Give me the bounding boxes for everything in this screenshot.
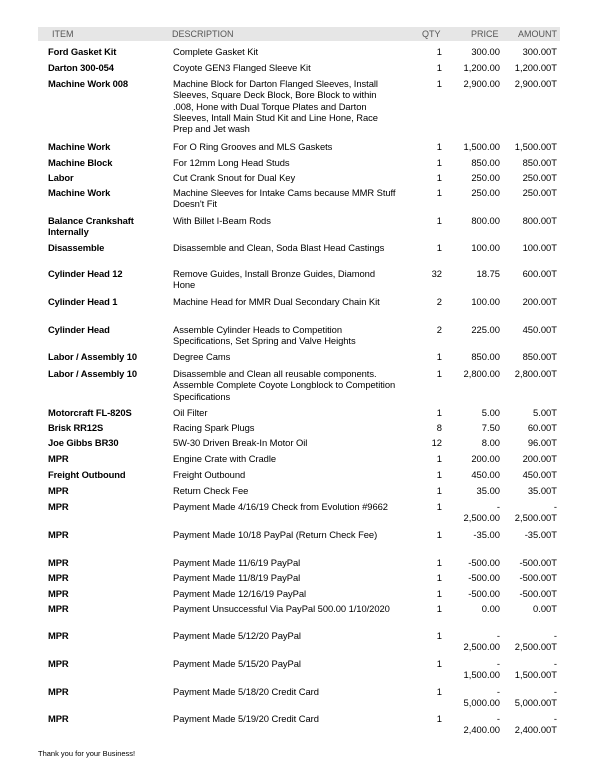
item-cell: Freight Outbound <box>48 469 126 480</box>
amount-cell: 100.00T <box>522 242 557 253</box>
item-cell: MPR <box>48 686 69 697</box>
description-cell: Payment Unsuccessful Via PayPal 500.00 1/10/2020 <box>173 603 390 614</box>
amount-cell: 0.00T <box>533 603 557 614</box>
item-cell: Labor / Assembly 10 <box>48 351 137 362</box>
price-cell: 300.00 <box>471 46 500 57</box>
qty-cell: 1 <box>436 46 442 57</box>
amount-cell: 450.00T <box>522 324 557 335</box>
description-cell: Return Check Fee <box>173 485 249 496</box>
description-cell: Machine Block for Darton Flanged Sleeves, Install Sleeves, Square Deck Block, Bore Block to within .008, Hone with Dual Torque Plates and Darton Sleeves, Intall Main Stud Kit and Line Hone, Race Prep and Jet wash <box>173 78 378 135</box>
amount-cell: 5.00T <box>533 407 557 418</box>
item-cell: MPR <box>48 713 69 724</box>
header-qty: QTY <box>422 29 441 39</box>
qty-cell: 1 <box>436 141 442 152</box>
qty-cell: 1 <box>436 485 442 496</box>
description-cell: Payment Made 10/18 PayPal (Return Check Fee) <box>173 529 378 540</box>
price-cell: 850.00 <box>471 351 500 362</box>
price-cell <box>448 658 500 681</box>
item-cell: MPR <box>48 630 69 641</box>
price-value: 2,500.00 <box>463 512 500 524</box>
amount-cell: 2,900.00T <box>514 78 557 89</box>
price-value: 2,400.00 <box>463 724 500 736</box>
description-cell: Remove Guides, Install Bronze Guides, Diamond Hone <box>173 268 376 291</box>
amount-dash: - <box>553 630 557 641</box>
price-cell: 100.00 <box>471 242 500 253</box>
header-item: ITEM <box>52 29 74 39</box>
qty-cell: 1 <box>436 713 442 724</box>
amount-cell <box>502 713 557 736</box>
header-amount: AMOUNT <box>518 29 557 39</box>
footer-note: Thank you for your Business! <box>38 749 136 758</box>
qty-cell: 1 <box>436 172 442 183</box>
price-cell: 8.00 <box>481 437 500 448</box>
amount-cell: 1,500.00T <box>514 141 557 152</box>
item-cell: Disassemble <box>48 242 105 253</box>
amount-cell: -500.00T <box>519 572 557 583</box>
price-cell: 5.00 <box>481 407 500 418</box>
item-cell: MPR <box>48 588 69 599</box>
qty-cell: 32 <box>431 268 442 279</box>
price-cell: 18.75 <box>476 268 500 279</box>
qty-cell: 1 <box>436 658 442 669</box>
price-cell: 450.00 <box>471 469 500 480</box>
amount-dash: - <box>553 501 557 512</box>
description-cell: Coyote GEN3 Flanged Sleeve Kit <box>173 62 311 73</box>
price-cell: 250.00 <box>471 187 500 198</box>
price-cell: -35.00 <box>473 529 500 540</box>
amount-cell: -500.00T <box>519 557 557 568</box>
item-cell: MPR <box>48 658 69 669</box>
description-cell: 5W-30 Driven Break-In Motor Oil <box>173 437 308 448</box>
description-cell: Payment Made 11/8/19 PayPal <box>173 572 301 583</box>
price-cell: 2,900.00 <box>463 78 500 89</box>
price-cell <box>448 501 500 524</box>
description-cell: Degree Cams <box>173 351 231 362</box>
qty-cell: 1 <box>436 557 442 568</box>
price-cell <box>448 630 500 653</box>
item-cell: Motorcraft FL-820S <box>48 407 132 418</box>
amount-cell <box>502 501 557 524</box>
price-cell: 100.00 <box>471 296 500 307</box>
price-dash: - <box>496 686 500 697</box>
price-value: 2,500.00 <box>463 641 500 653</box>
description-cell: Complete Gasket Kit <box>173 46 259 57</box>
qty-cell: 1 <box>436 351 442 362</box>
qty-cell: 1 <box>436 242 442 253</box>
price-cell: -500.00 <box>468 588 500 599</box>
qty-cell: 1 <box>436 62 442 73</box>
qty-cell: 1 <box>436 630 442 641</box>
amount-dash: - <box>553 686 557 697</box>
amount-value: 2,500.00T <box>514 512 557 524</box>
price-cell: -500.00 <box>468 572 500 583</box>
header-description: DESCRIPTION <box>172 29 234 39</box>
amount-cell <box>502 686 557 709</box>
price-value: 5,000.00 <box>463 697 500 709</box>
table-header <box>38 27 560 41</box>
item-cell: Labor <box>48 172 74 183</box>
description-cell: Payment Made 5/15/20 PayPal <box>173 658 301 669</box>
description-cell: Freight Outbound <box>173 469 246 480</box>
amount-cell: 1,200.00T <box>514 62 557 73</box>
qty-cell: 1 <box>436 686 442 697</box>
price-cell: 2,800.00 <box>463 368 500 379</box>
amount-value: 2,500.00T <box>514 641 557 653</box>
price-cell: 850.00 <box>471 157 500 168</box>
amount-value: 5,000.00T <box>514 697 557 709</box>
amount-value: 2,400.00T <box>514 724 557 736</box>
price-cell: 200.00 <box>471 453 500 464</box>
header-price: PRICE <box>471 29 499 39</box>
amount-cell: -35.00T <box>524 529 557 540</box>
qty-cell: 1 <box>436 157 442 168</box>
item-cell: Machine Work 008 <box>48 78 129 89</box>
description-cell: Machine Head for MMR Dual Secondary Chain Kit <box>173 296 380 307</box>
item-cell: Cylinder Head 12 <box>48 268 123 279</box>
amount-cell: 250.00T <box>522 172 557 183</box>
price-cell: 225.00 <box>471 324 500 335</box>
qty-cell: 1 <box>436 407 442 418</box>
amount-cell: 60.00T <box>527 422 557 433</box>
amount-cell: 800.00T <box>522 215 557 226</box>
description-cell: Cut Crank Snout for Dual Key <box>173 172 296 183</box>
qty-cell: 12 <box>431 437 442 448</box>
amount-cell: 2,800.00T <box>514 368 557 379</box>
item-cell: Cylinder Head 1 <box>48 296 118 307</box>
item-cell: MPR <box>48 557 69 568</box>
qty-cell: 1 <box>436 529 442 540</box>
qty-cell: 1 <box>436 453 442 464</box>
item-cell: Ford Gasket Kit <box>48 46 117 57</box>
amount-cell <box>502 630 557 653</box>
item-cell: MPR <box>48 485 69 496</box>
description-cell: Racing Spark Plugs <box>173 422 255 433</box>
qty-cell: 1 <box>436 501 442 512</box>
price-cell: 0.00 <box>481 603 500 614</box>
description-cell: Oil Filter <box>173 407 208 418</box>
price-cell: 7.50 <box>481 422 500 433</box>
amount-dash: - <box>553 713 557 724</box>
description-cell: For O Ring Grooves and MLS Gaskets <box>173 141 333 152</box>
item-cell: Balance Crankshaft Internally <box>48 215 134 238</box>
qty-cell: 1 <box>436 572 442 583</box>
item-cell: Cylinder Head <box>48 324 110 335</box>
price-dash: - <box>496 501 500 512</box>
amount-cell: 250.00T <box>522 187 557 198</box>
amount-value: 1,500.00T <box>514 669 557 681</box>
qty-cell: 1 <box>436 368 442 379</box>
item-cell: Brisk RR12S <box>48 422 104 433</box>
description-cell: Payment Made 12/16/19 PayPal <box>173 588 307 599</box>
price-cell: 800.00 <box>471 215 500 226</box>
item-cell: MPR <box>48 603 69 614</box>
item-cell: Darton 300-054 <box>48 62 114 73</box>
qty-cell: 1 <box>436 588 442 599</box>
description-cell: Machine Sleeves for Intake Cams because MMR Stuff Doesn't Fit <box>173 187 396 210</box>
price-cell: 35.00 <box>476 485 500 496</box>
item-cell: MPR <box>48 501 69 512</box>
description-cell: Payment Made 5/19/20 Credit Card <box>173 713 319 724</box>
amount-cell: 600.00T <box>522 268 557 279</box>
qty-cell: 2 <box>436 296 442 307</box>
amount-cell: 200.00T <box>522 296 557 307</box>
price-cell: -500.00 <box>468 557 500 568</box>
qty-cell: 1 <box>436 215 442 226</box>
amount-cell <box>502 658 557 681</box>
item-cell: Machine Work <box>48 141 111 152</box>
description-cell: With Billet I-Beam Rods <box>173 215 271 226</box>
amount-cell: 35.00T <box>527 485 557 496</box>
description-cell: Payment Made 5/12/20 PayPal <box>173 630 301 641</box>
amount-cell: 850.00T <box>522 157 557 168</box>
amount-dash: - <box>553 658 557 669</box>
qty-cell: 8 <box>436 422 442 433</box>
price-value: 1,500.00 <box>463 669 500 681</box>
price-cell: 1,500.00 <box>463 141 500 152</box>
amount-cell: -500.00T <box>519 588 557 599</box>
qty-cell: 1 <box>436 603 442 614</box>
item-cell: MPR <box>48 572 69 583</box>
price-cell: 1,200.00 <box>463 62 500 73</box>
price-dash: - <box>496 713 500 724</box>
description-cell: Engine Crate with Cradle <box>173 453 277 464</box>
description-cell: Assemble Cylinder Heads to Competition Specifications, Set Spring and Valve Heights <box>173 324 356 347</box>
item-cell: Machine Work <box>48 187 111 198</box>
amount-cell: 300.00T <box>522 46 557 57</box>
description-cell: Payment Made 5/18/20 Credit Card <box>173 686 319 697</box>
price-cell: 250.00 <box>471 172 500 183</box>
description-cell: Payment Made 4/16/19 Check from Evolution #9662 <box>173 501 388 512</box>
item-cell: MPR <box>48 453 69 464</box>
description-cell: Payment Made 11/6/19 PayPal <box>173 557 301 568</box>
price-cell <box>448 713 500 736</box>
item-cell: Joe Gibbs BR30 <box>48 437 119 448</box>
price-dash: - <box>496 630 500 641</box>
item-cell: Labor / Assembly 10 <box>48 368 137 379</box>
amount-cell: 850.00T <box>522 351 557 362</box>
description-cell: Disassemble and Clean, Soda Blast Head Castings <box>173 242 385 253</box>
amount-cell: 96.00T <box>527 437 557 448</box>
qty-cell: 2 <box>436 324 442 335</box>
amount-cell: 450.00T <box>522 469 557 480</box>
price-cell <box>448 686 500 709</box>
qty-cell: 1 <box>436 187 442 198</box>
description-cell: Disassemble and Clean all reusable components. Assemble Complete Coyote Longblock to Competition Specifications <box>173 368 396 402</box>
item-cell: MPR <box>48 529 69 540</box>
qty-cell: 1 <box>436 469 442 480</box>
amount-cell: 200.00T <box>522 453 557 464</box>
price-dash: - <box>496 658 500 669</box>
description-cell: For 12mm Long Head Studs <box>173 157 290 168</box>
item-cell: Machine Block <box>48 157 113 168</box>
qty-cell: 1 <box>436 78 442 89</box>
